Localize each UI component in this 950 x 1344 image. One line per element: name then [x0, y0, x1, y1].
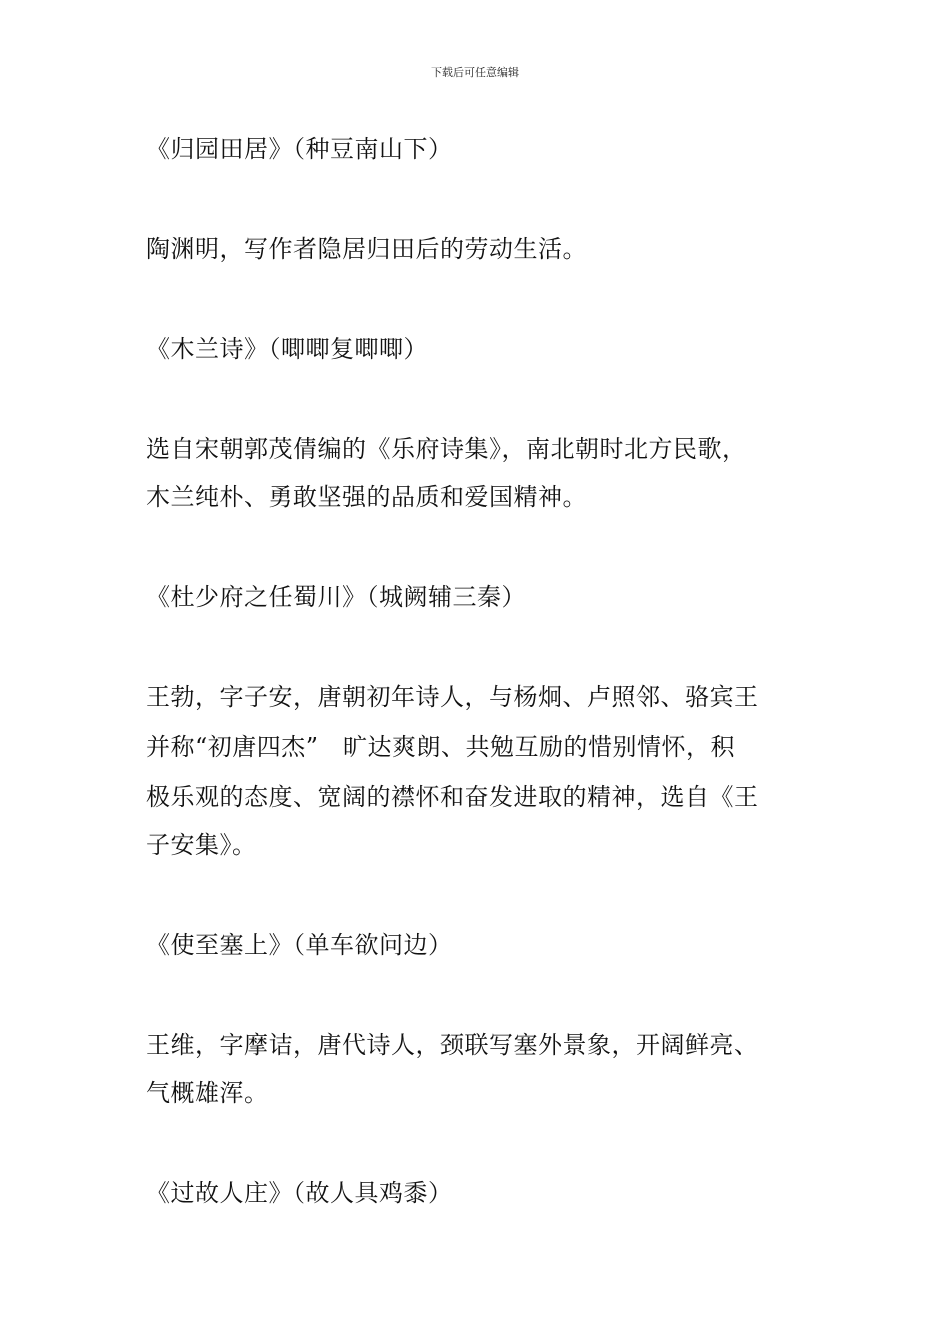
note-shizhisaishang-line-2: 气概雄浑。 [146, 1079, 269, 1107]
note-dushaofu-line-3: 极乐观的态度、宽阔的襟怀和奋发进取的精神，选自《王 [146, 783, 759, 811]
poem-title-guiyuan: 《归园田居》（种豆南山下） [146, 135, 453, 163]
note-shizhisaishang-line-1: 王维，字摩诘，唐代诗人，颈联写塞外景象，开阔鲜亮、 [146, 1031, 759, 1059]
poem-title-dushaofu: 《杜少府之任蜀川》（城阙辅三秦） [146, 583, 526, 611]
poem-title-guogurenzhuang: 《过故人庄》（故人具鸡黍） [146, 1179, 453, 1207]
note-dushaofu-line-1: 王勃，字子安，唐朝初年诗人，与杨炯、卢照邻、骆宾王 [146, 683, 759, 711]
poem-title-mulan: 《木兰诗》（唧唧复唧唧） [146, 335, 428, 363]
note-mulan-line-2: 木兰纯朴、勇敢坚强的品质和爱国精神。 [146, 483, 587, 511]
note-dushaofu-line-2: 并称“初唐四杰” 旷达爽朗、共勉互励的惜别情怀，积 [146, 733, 736, 761]
note-guiyuan: 陶渊明，写作者隐居归田后的劳动生活。 [146, 235, 587, 263]
page-header-note: 下载后可任意编辑 [431, 66, 519, 79]
note-mulan-line-1: 选自宋朝郭茂倩编的《乐府诗集》，南北朝时北方民歌， [146, 435, 747, 463]
poem-title-shizhisaishang: 《使至塞上》（单车欲问边） [146, 931, 453, 959]
note-dushaofu-line-4: 子安集》。 [146, 831, 257, 859]
